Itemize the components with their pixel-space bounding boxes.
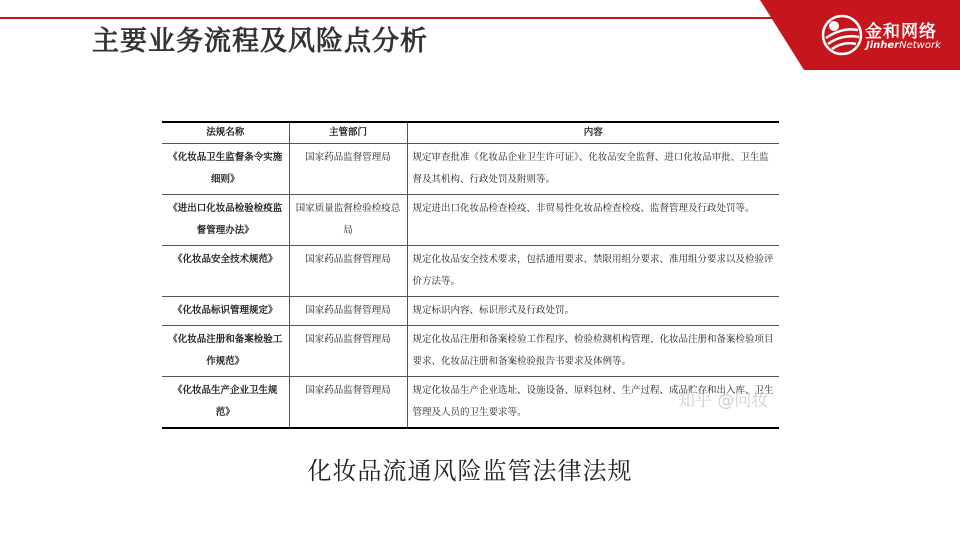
department-cell: 国家药品监督管理局	[289, 326, 407, 377]
content-cell: 规定审查批准《化妆品企业卫生许可证》、化妆品安全监督、进口化妆品审批、卫生监督及其机构、行政处罚及附则等。	[407, 144, 779, 195]
table-row	[162, 195, 779, 246]
table-header-row	[162, 122, 779, 144]
brand-name: 金和网络	[865, 22, 937, 42]
brand-sub-thin: Network	[899, 40, 941, 51]
table-row	[162, 326, 779, 377]
department-cell: 国家质量监督检验检疫总局	[289, 195, 407, 246]
table-row	[162, 297, 779, 326]
watermark: 知乎 @问妆	[678, 391, 769, 411]
column-header-name: 法规名称	[162, 122, 289, 144]
regulation-name-cell: 《化妆品注册和备案检验工作规范》	[162, 326, 289, 377]
regulation-name-cell: 《化妆品生产企业卫生规范》	[162, 377, 289, 429]
department-cell: 国家药品监督管理局	[289, 246, 407, 297]
department-cell: 国家药品监督管理局	[289, 297, 407, 326]
content-cell: 规定化妆品生产企业选址、设施设备、原料包材、生产过程、成品贮存和出入库、卫生管理及人员的卫生要求等。	[407, 377, 779, 429]
brand-logo	[820, 13, 950, 59]
department-cell: 国家药品监督管理局	[289, 144, 407, 195]
content-cell: 规定进出口化妆品检查检疫、非贸易性化妆品检查检疫、监督管理及行政处罚等。	[407, 195, 779, 246]
brand-sub-bold: Jinher	[866, 40, 900, 51]
regulation-name-cell: 《进出口化妆品检验检疫监督管理办法》	[162, 195, 289, 246]
column-header-dept: 主管部门	[289, 122, 407, 144]
content-cell: 规定标识内容、标识形式及行政处罚。	[407, 297, 779, 326]
brand-subtitle	[866, 40, 941, 51]
page-title: 主要业务流程及风险点分析	[92, 26, 428, 57]
content-cell: 规定化妆品安全技术要求，包括通用要求、禁限用组分要求、准用组分要求以及检验评价方法等。	[407, 246, 779, 297]
regulation-name-cell: 《化妆品标识管理规定》	[162, 297, 289, 326]
regulation-name-cell: 《化妆品安全技术规范》	[162, 246, 289, 297]
column-header-content: 内容	[407, 122, 779, 144]
slide-caption: 化妆品流通风险监管法律法规	[307, 457, 633, 485]
content-cell: 规定化妆品注册和备案检验工作程序、检验检测机构管理、化妆品注册和备案检验项目要求、化妆品注册和备案检验报告书要求及体例等。	[407, 326, 779, 377]
regulation-name-cell: 《化妆品卫生监督条令实施细则》	[162, 144, 289, 195]
regulations-table	[162, 121, 779, 429]
table-row	[162, 144, 779, 195]
globe-icon	[820, 13, 864, 57]
table-row	[162, 246, 779, 297]
header-divider-line	[0, 17, 790, 19]
department-cell: 国家药品监督管理局	[289, 377, 407, 429]
